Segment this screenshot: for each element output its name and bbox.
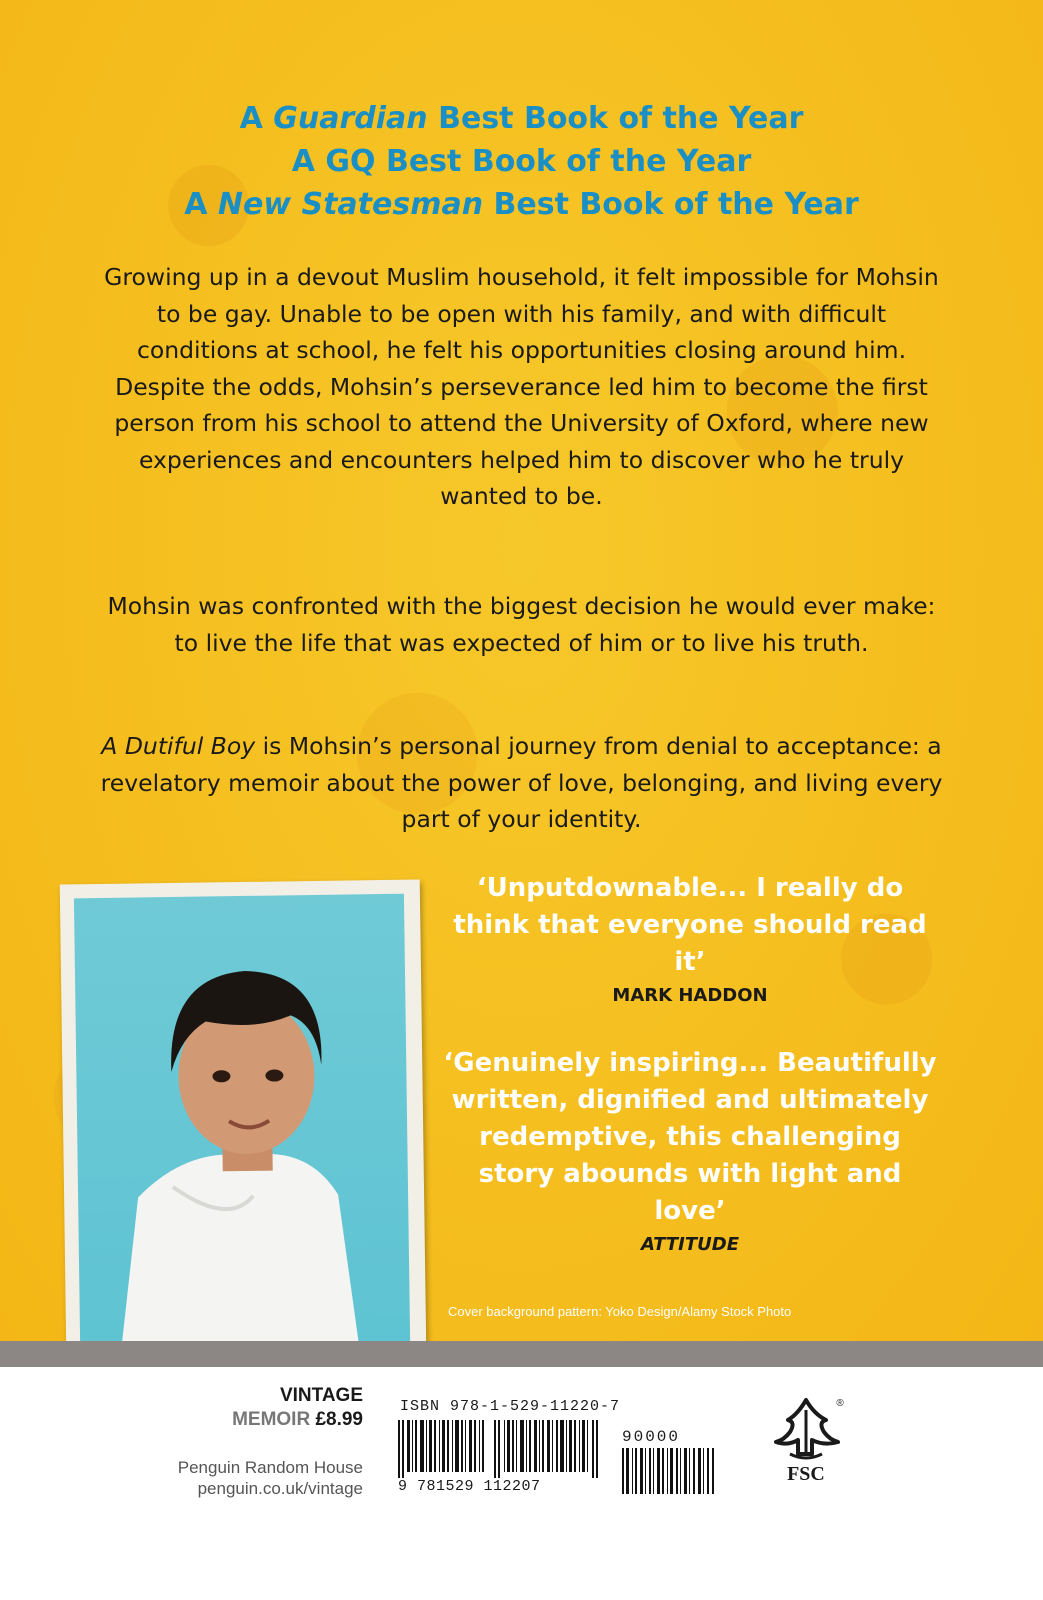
imprint-name: VINTAGE	[279, 1385, 363, 1406]
blurb-paragraph-1: Growing up in a devout Muslim household, it felt impossible for Mohsin to be gay. Unable to be open with his family, and with difficult conditions at school, he felt his opportunities closing around him. Despite the odds, Mohsin’s perseverance led him to become the first person from his school to attend the University of Oxford, where new experiences and encounters helped him to discover who he truly wanted to be.	[104, 263, 939, 510]
ean-digits: 9 781529 112207	[398, 1478, 541, 1495]
fsc-logo	[768, 1392, 848, 1491]
fsc-tree-icon	[768, 1392, 848, 1487]
accolades	[0, 97, 1043, 226]
registered-mark: ®	[836, 1398, 844, 1409]
boy-portrait-illustration	[74, 894, 410, 1359]
ean-barcode	[398, 1420, 603, 1478]
photo-credit: Cover background pattern: Yoko Design/Alamy Stock Photo	[448, 1304, 792, 1319]
fsc-label: FSC	[787, 1463, 825, 1485]
accolade-new-statesman: A New Statesman Best Book of the Year	[184, 187, 859, 222]
blurb-paragraph-3: A Dutiful Boy is Mohsin’s personal journey from denial to acceptance: a revelatory memoir about the power of love, belonging, and living every part of your identity.	[100, 732, 943, 833]
quote-text: ‘Unputdownable... I really do think that everyone should read it’	[453, 873, 927, 977]
review-quote-1	[440, 870, 940, 1011]
quote-attribution: MARK HADDON	[612, 985, 768, 1006]
divider-band	[0, 1341, 1043, 1367]
addon-barcode	[622, 1448, 717, 1494]
genre-price: MEMOIR £8.99	[232, 1409, 363, 1430]
publisher-house: Penguin Random House	[177, 1458, 363, 1477]
quote-attribution: ATTITUDE	[640, 1234, 739, 1255]
accolade-gq: A GQ Best Book of the Year	[291, 144, 752, 179]
price-addon-digits: 90000	[622, 1428, 681, 1446]
publisher-website: penguin.co.uk/vintage	[197, 1479, 363, 1498]
review-quote-2	[440, 1045, 940, 1260]
accolade-guardian: A Guardian Best Book of the Year	[239, 101, 804, 136]
photo-image	[74, 894, 410, 1359]
blurb-paragraph-2: Mohsin was confronted with the biggest decision he would ever make: to live the life that was expected of him or to live his truth.	[107, 592, 936, 657]
author-childhood-photo	[60, 880, 427, 1355]
isbn-text: ISBN 978-1-529-11220-7	[400, 1398, 621, 1415]
quote-text: ‘Genuinely inspiring... Beautifully written, dignified and ultimately redemptive, this challenging story abounds with light and love’	[443, 1048, 937, 1226]
